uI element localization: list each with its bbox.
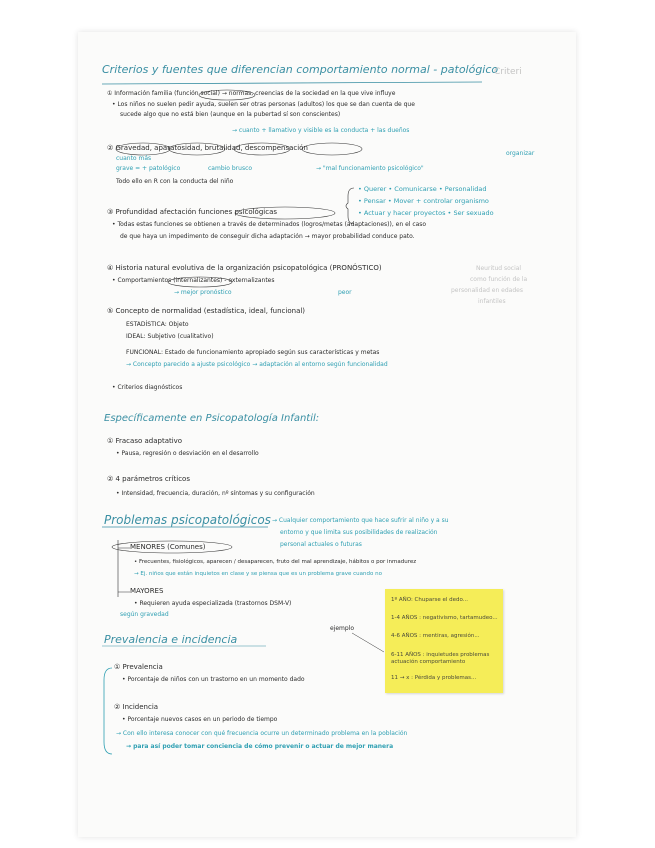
cambio-brusco: cambio brusco xyxy=(208,165,253,172)
parametros-criticos: ② 4 parámetros críticos xyxy=(107,475,190,483)
note-row: 1-4 AÑOS : negativismo, tartamudeo... xyxy=(391,615,498,621)
problemas-def-3: personal actuales o futuras xyxy=(280,541,362,548)
circle-descompensacion xyxy=(302,143,362,155)
faded-note-4: infantiles xyxy=(478,298,506,305)
menores-example: → Ej. niños que están inquietos en clase y se piensa que es un problema grave cuando no xyxy=(134,571,382,577)
criterion-2: ② Gravedad, aparatosidad, brutalidad, descompensación xyxy=(107,144,308,152)
sticky-note xyxy=(385,589,503,693)
note-row: 4-6 AÑOS : mentiras, agresión... xyxy=(391,633,480,639)
menores-note: • Frecuentes, fisiológicos, aparecen / desaparecen, fruto del mal aprendizaje, hábitos o por inmadurez xyxy=(134,559,417,565)
note-row: 11 → x : Pérdida y problemas... xyxy=(391,675,477,681)
prevalencia-def: • Porcentaje de niños con un trastorno en un momento dado xyxy=(122,676,305,683)
funciones-list-1: • Querer • Comunicarse • Personalidad xyxy=(358,185,487,193)
prevalencia-bracket xyxy=(104,668,112,754)
funciones-list-2: • Pensar • Mover + controlar organismo xyxy=(358,197,489,205)
brace-funciones xyxy=(346,188,354,224)
incidencia-def: • Porcentaje nuevos casos en un periodo de tiempo xyxy=(122,716,278,723)
problemas-def-2: entorno y que limita sus posibilidades de realización xyxy=(280,529,438,536)
mayores-label: MAYORES xyxy=(130,587,164,595)
fracaso-adaptativo: ① Fracaso adaptativo xyxy=(107,437,183,445)
incidencia-label: ② Incidencia xyxy=(114,703,159,711)
ideal: IDEAL: Subjetivo (cualitativo) xyxy=(126,333,214,340)
problemas-def-1: → Cualquier comportamiento que hace sufrir al niño y a su xyxy=(272,517,449,524)
estadistica: ESTADÍSTICA: Objeto xyxy=(126,321,189,328)
criterion-1: ① Información familia (función social) → normas, creencias de la sociedad en la que vive influye xyxy=(107,90,396,97)
parametros-note: • Intensidad, frecuencia, duración, nº síntomas y su configuración xyxy=(116,490,315,497)
peor-pronostico: peor xyxy=(338,289,352,296)
criterion-5: ⑤ Concepto de normalidad (estadística, ideal, funcional) xyxy=(107,307,306,315)
funciones-list-3: • Actuar y hacer proyectos • Ser sexuado xyxy=(358,209,494,217)
note-row: 1º AÑO: Chuparse el dedo... xyxy=(391,597,469,603)
conclusion-1: → Con ello interesa conocer con qué frecuencia ocurre un determinado problema en la población xyxy=(116,730,408,737)
menores-label: MENORES (Comunes) xyxy=(130,543,206,551)
criterion-3-note: • Todas estas funciones se obtienen a través de determinados (logros/metas (adaptaciones)), en el caso xyxy=(112,221,427,228)
fracaso-note: • Pausa, regresión o desviación en el desarrollo xyxy=(116,450,259,457)
mayores-note: • Requieren ayuda especializada (trastornos DSM-V) xyxy=(134,600,292,607)
faded-note-3: personalidad en edades xyxy=(451,287,523,294)
criterion-2-intro: → cuanto + llamativo y visible es la conducta + las dueños xyxy=(232,127,410,134)
organizar-note: organizar xyxy=(506,150,535,157)
ejemplo-arrow xyxy=(352,633,384,652)
segun-gravedad: según gravedad xyxy=(120,611,169,618)
criterion-1-note-cont: sucede algo que no está bien (aunque en la pubertad sí son conscientes) xyxy=(120,111,341,118)
faded-title-fragment: Criteri xyxy=(494,67,522,77)
faded-note-2: como función de la xyxy=(470,276,528,283)
section-heading-prevalencia: Prevalencia e incidencia xyxy=(104,633,238,646)
page-title: Criterios y fuentes que diferencian comportamiento normal - patológico xyxy=(102,63,499,76)
criterion-3-note-cont: de que haya un impedimento de conseguir dicha adaptación → mayor probabilidad conduce pato. xyxy=(120,233,415,240)
funcional: FUNCIONAL: Estado de funcionamiento apropiado según sus características y metas xyxy=(126,349,380,356)
grave-patologico: grave = + patológico xyxy=(116,165,181,172)
faded-note-1: Neuritud social xyxy=(476,265,522,272)
criterion-1-note: • Los niños no suelen pedir ayuda, suelen ser otras personas (adultos) los que se dan cuenta de que xyxy=(112,101,415,108)
prevalencia-label: ① Prevalencia xyxy=(114,663,163,671)
todo-ello: Todo ello en R con la conducta del niño xyxy=(116,178,234,185)
mal-funcionamiento: → "mal funcionamiento psicológico" xyxy=(316,165,424,172)
ejemplo-label: ejemplo xyxy=(330,625,355,632)
section-heading-infantil: Específicamente en Psicopatología Infantil: xyxy=(104,413,320,424)
funcional-note: → Concepto parecido a ajuste psicológico → adaptación al entorno según funcionalidad xyxy=(126,361,388,368)
criterion-4-note: • Comportamientos (internalizantes) - externalizantes xyxy=(112,277,275,284)
mejor-pronostico: → mejor pronóstico xyxy=(174,289,232,296)
section-heading-problemas: Problemas psicopatológicos xyxy=(104,513,271,527)
title-underline xyxy=(102,82,482,84)
conclusion-2: → para así poder tomar conciencia de cómo prevenir o actuar de mejor manera xyxy=(126,743,394,750)
criterion-3: ③ Profundidad afectación funciones psicológicas xyxy=(107,208,278,216)
cuanto-mas: cuanto más xyxy=(116,155,152,162)
criterios-diagnosticos: • Criterios diagnósticos xyxy=(112,384,183,391)
criterion-4: ④ Historia natural evolutiva de la organización psicopatológica (PRONÓSTICO) xyxy=(107,264,382,272)
menores-mayores-tree xyxy=(118,540,130,597)
note-row: 6-11 AÑOS : inquietudes problemas actuación comportamiento xyxy=(391,652,490,665)
